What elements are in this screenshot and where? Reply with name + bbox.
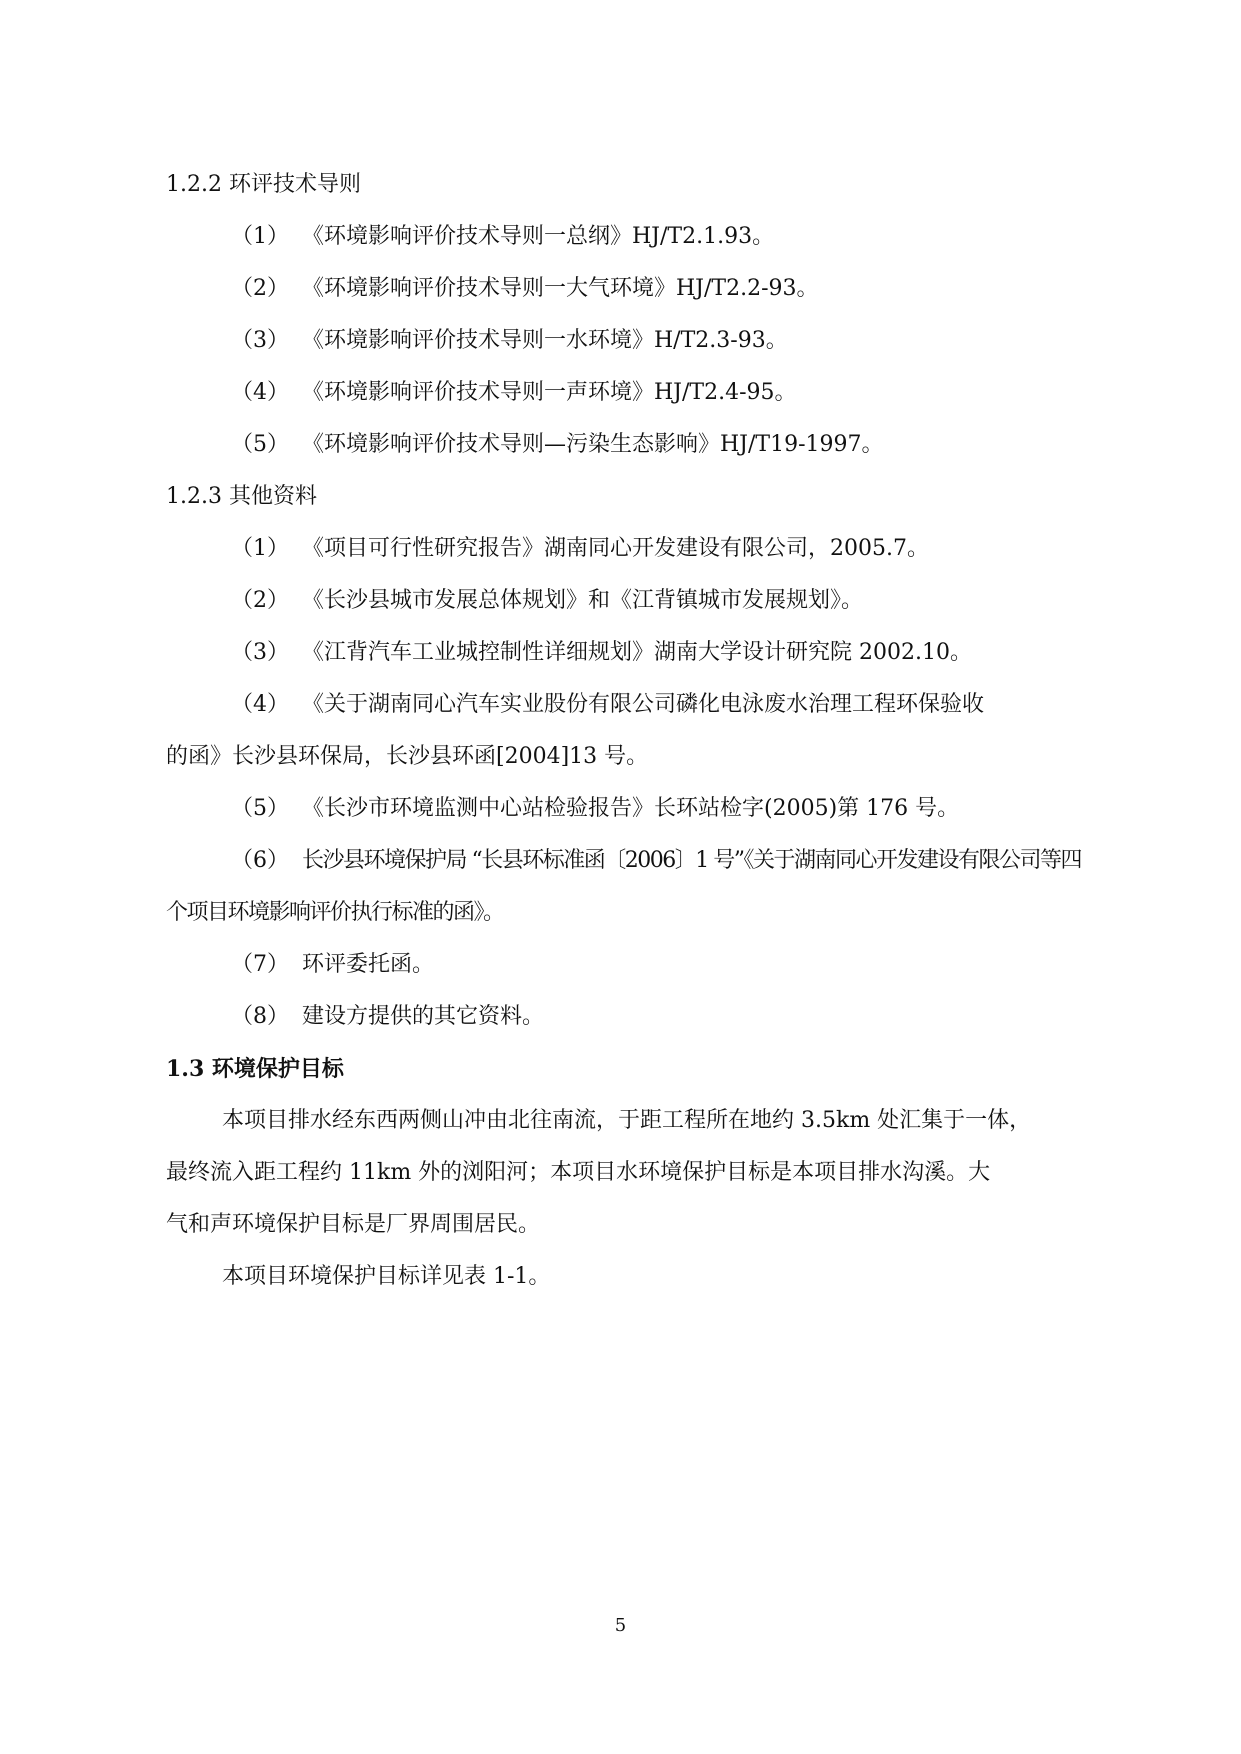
section-heading-1-3: 1.3 环境保护目标 [166,1056,344,1082]
list-item-number: （5） [231,796,289,821]
list-item-text: 《环境影响评价技术导则—污染生态影响》HJ/T19-1997。 [302,432,884,457]
list-item-text: 《环境影响评价技术导则一大气环境》HJ/T2.2-93。 [302,276,819,301]
list-item-text: 长沙县环境保护局 “长县环标准函〔2006〕1 号”《关于湖南同心开发建设有限公司等四 [302,848,1081,873]
list-item-text: 《江背汽车工业城控制性详细规划》湖南大学设计研究院 2002.10。 [302,640,972,665]
list-item-text: 《环境影响评价技术导则一声环境》HJ/T2.4-95。 [302,380,797,405]
list-item-number: （2） [231,588,289,613]
list-item-text: 《环境影响评价技术导则一总纲》HJ/T2.1.93。 [302,224,775,249]
list-item-text: 建设方提供的其它资料。 [302,1004,545,1029]
paragraph-line: 本项目环境保护目标详见表 1-1。 [222,1264,551,1289]
list-item-text: 《项目可行性研究报告》湖南同心开发建设有限公司，2005.7。 [302,536,929,561]
page-number: 5 [614,1615,627,1636]
section-heading-1-2-2: 1.2.2 环评技术导则 [166,172,361,197]
list-item-number: （3） [231,640,289,665]
list-item-continuation: 的函》长沙县环保局，长沙县环函[2004]13 号。 [166,744,649,769]
list-item-continuation: 个项目环境影响评价执行标准的函》。 [166,900,504,925]
paragraph-line: 最终流入距工程约 11km 外的浏阳河；本项目水环境保护目标是本项目排水沟溪。大 [166,1160,991,1185]
list-item-number: （3） [231,328,289,353]
list-item-number: （4） [231,692,289,717]
list-item-text: 《长沙县城市发展总体规划》和《江背镇城市发展规划》。 [302,588,864,613]
list-item-text: 《环境影响评价技术导则一水环境》H/T2.3-93。 [302,328,788,353]
list-item-number: （2） [231,276,289,301]
list-item-number: （1） [231,224,289,249]
list-item-number: （8） [231,1004,289,1029]
list-item-number: （6） [231,848,289,873]
list-item-text: 《长沙市环境监测中心站检验报告》长环站检字(2005)第 176 号。 [302,796,960,821]
list-item-text: 环评委托函。 [302,952,435,977]
paragraph-line: 本项目排水经东西两侧山冲由北往南流，于距工程所在地约 3.5km 处汇集于一体， [222,1108,1032,1133]
paragraph-line: 气和声环境保护目标是厂界周围居民。 [166,1212,541,1237]
list-item-number: （7） [231,952,289,977]
list-item-number: （1） [231,536,289,561]
list-item-number: （4） [231,380,289,405]
list-item-number: （5） [231,432,289,457]
list-item-text: 《关于湖南同心汽车实业股份有限公司磷化电泳废水治理工程环保验收 [302,692,985,717]
section-heading-1-2-3: 1.2.3 其他资料 [166,484,317,509]
